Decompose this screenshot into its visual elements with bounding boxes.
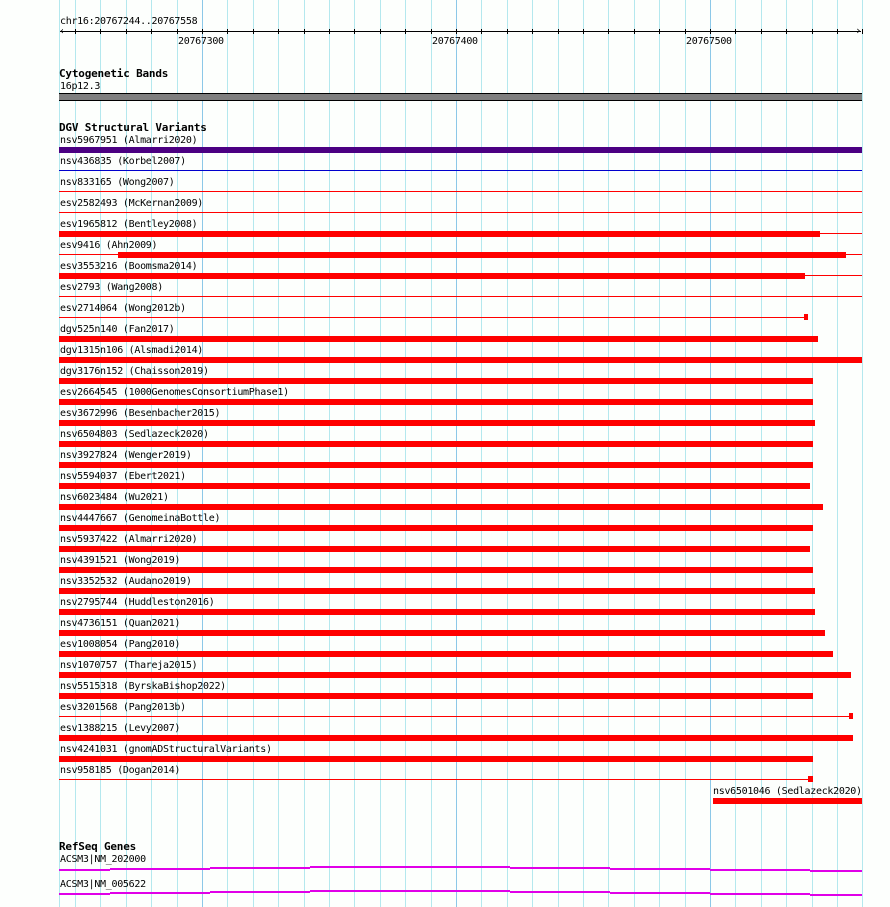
variant-label: nsv5967951 (Almarri2020) xyxy=(60,135,198,146)
gene-feature[interactable] xyxy=(810,870,862,872)
grid-line xyxy=(735,0,736,907)
gene-feature[interactable] xyxy=(610,892,710,894)
gene-feature[interactable] xyxy=(210,891,310,893)
variant-label: nsv1070757 (Thareja2015) xyxy=(60,660,198,671)
ruler-tick xyxy=(507,29,508,34)
variant-label: nsv436835 (Korbel2007) xyxy=(60,156,186,167)
variant-feature[interactable] xyxy=(59,399,813,405)
variant-label: dgv525n140 (Fan2017) xyxy=(60,324,175,335)
variant-feature[interactable] xyxy=(59,357,862,363)
variant-feature[interactable] xyxy=(808,776,813,782)
ruler-tick xyxy=(862,29,863,34)
gene-feature[interactable] xyxy=(610,868,710,870)
gene-feature[interactable] xyxy=(59,869,110,871)
ruler-tick xyxy=(481,29,482,34)
variant-span-line[interactable] xyxy=(59,170,862,171)
ruler-tick xyxy=(558,29,559,34)
ruler-major-label: 20767500 xyxy=(686,36,732,47)
ruler-tick xyxy=(634,29,635,34)
ruler-tick xyxy=(837,29,838,34)
variant-label: esv1388215 (Levy2007) xyxy=(60,723,181,734)
grid-line xyxy=(405,0,406,907)
variant-feature[interactable] xyxy=(804,314,808,320)
ruler-tick xyxy=(75,29,76,34)
variant-feature[interactable] xyxy=(59,651,833,657)
variant-feature[interactable] xyxy=(59,336,818,342)
grid-line-major xyxy=(456,0,457,907)
ruler-tick xyxy=(100,29,101,34)
grid-line xyxy=(862,0,863,907)
gene-feature[interactable] xyxy=(510,867,610,869)
variant-label: esv1965812 (Bentley2008) xyxy=(60,219,198,230)
ruler-tick xyxy=(354,29,355,34)
grid-line xyxy=(380,0,381,907)
grid-line xyxy=(786,0,787,907)
variant-label: nsv6023484 (Wu2021) xyxy=(60,492,169,503)
variant-feature[interactable] xyxy=(59,735,853,741)
gene-feature[interactable] xyxy=(710,893,810,895)
variant-feature[interactable] xyxy=(59,147,862,153)
ruler-tick xyxy=(405,29,406,34)
variant-label: nsv5515318 (ByrskaBishop2022) xyxy=(60,681,226,692)
ruler-tick xyxy=(227,29,228,34)
variant-label: dgv3176n152 (Chaisson2019) xyxy=(60,366,209,377)
variant-label: nsv5937422 (Almarri2020) xyxy=(60,534,198,545)
variant-span-line[interactable] xyxy=(59,212,862,213)
ruler-tick xyxy=(812,29,813,34)
ruler-axis xyxy=(60,31,861,32)
gene-feature[interactable] xyxy=(810,894,862,896)
ruler-tick xyxy=(253,29,254,34)
gene-feature[interactable] xyxy=(310,890,410,892)
grid-line xyxy=(659,0,660,907)
grid-line xyxy=(329,0,330,907)
variant-feature[interactable] xyxy=(59,588,815,594)
cytoband-16p12-3[interactable] xyxy=(59,93,862,101)
ruler-tick xyxy=(431,29,432,34)
ruler-tick xyxy=(786,29,787,34)
grid-line xyxy=(354,0,355,907)
variant-label: esv2582493 (McKernan2009) xyxy=(60,198,204,209)
ruler-tick xyxy=(126,29,127,34)
gene-label: ACSM3|NM_202000 xyxy=(60,854,146,865)
track-title: DGV Structural Variants xyxy=(59,121,207,134)
variant-feature[interactable] xyxy=(59,483,810,489)
variant-label: nsv958185 (Dogan2014) xyxy=(60,765,181,776)
grid-line xyxy=(685,0,686,907)
ruler-tick xyxy=(735,29,736,34)
gene-feature[interactable] xyxy=(110,892,210,894)
grid-line xyxy=(253,0,254,907)
grid-line xyxy=(227,0,228,907)
grid-line xyxy=(481,0,482,907)
variant-feature[interactable] xyxy=(59,756,813,762)
ruler-tick xyxy=(710,29,711,34)
ruler-tick xyxy=(329,29,330,34)
ruler-tick xyxy=(532,29,533,34)
variant-label: esv1008054 (Pang2010) xyxy=(60,639,181,650)
variant-label: nsv4736151 (Quan2021) xyxy=(60,618,181,629)
grid-line xyxy=(634,0,635,907)
variant-label: esv2793 (Wang2008) xyxy=(60,282,163,293)
variant-feature[interactable] xyxy=(59,672,851,678)
variant-feature[interactable] xyxy=(59,231,820,237)
variant-label: esv2664545 (1000GenomesConsortiumPhase1) xyxy=(60,387,289,398)
variant-feature[interactable] xyxy=(59,273,805,279)
grid-line xyxy=(532,0,533,907)
variant-label: nsv6504803 (Sedlazeck2020) xyxy=(60,429,209,440)
variant-span-line[interactable] xyxy=(59,296,862,297)
variant-label: nsv833165 (Wong2007) xyxy=(60,177,175,188)
ruler-tick xyxy=(304,29,305,34)
ruler-tick xyxy=(608,29,609,34)
gene-feature[interactable] xyxy=(710,869,810,871)
band-label: 16p12.3 xyxy=(60,81,101,92)
grid-line xyxy=(278,0,279,907)
track-title: RefSeq Genes xyxy=(59,840,137,853)
grid-line xyxy=(304,0,305,907)
variant-label: nsv5594037 (Ebert2021) xyxy=(60,471,186,482)
variant-span-line[interactable] xyxy=(59,779,808,780)
gene-feature[interactable] xyxy=(110,868,210,870)
variant-feature[interactable] xyxy=(59,693,813,699)
variant-feature[interactable] xyxy=(59,504,823,510)
grid-line-major xyxy=(202,0,203,907)
ruler-tick xyxy=(380,29,381,34)
variant-label: nsv6501046 (Sedlazeck2020) xyxy=(713,786,862,797)
ruler-left-arrow-icon[interactable]: ‹ xyxy=(59,26,66,37)
grid-line-major xyxy=(710,0,711,907)
variant-feature[interactable] xyxy=(59,462,813,468)
ruler-tick xyxy=(456,29,457,34)
variant-label: nsv4241031 (gnomADStructuralVariants) xyxy=(60,744,272,755)
variant-feature[interactable] xyxy=(849,713,853,719)
variant-feature[interactable] xyxy=(59,420,815,426)
ruler-right-arrow-icon[interactable]: › xyxy=(855,24,862,37)
gene-feature[interactable] xyxy=(210,867,310,869)
variant-label: nsv4447667 (GenomeinaBottle) xyxy=(60,513,221,524)
ruler-tick xyxy=(685,29,686,34)
variant-label: esv3672996 (Besenbacher2015) xyxy=(60,408,221,419)
gene-feature[interactable] xyxy=(510,891,610,893)
variant-label: esv9416 (Ahn2009) xyxy=(60,240,158,251)
ruler-tick xyxy=(659,29,660,34)
variant-span-line[interactable] xyxy=(59,317,804,318)
ruler-tick xyxy=(202,29,203,34)
grid-line xyxy=(837,0,838,907)
gene-feature[interactable] xyxy=(59,893,110,895)
variant-label: nsv4391521 (Wong2019) xyxy=(60,555,181,566)
variant-feature[interactable] xyxy=(59,609,815,615)
gene-label: ACSM3|NM_005622 xyxy=(60,879,146,890)
variant-label: dgv1315n106 (Alsmadi2014) xyxy=(60,345,204,356)
grid-line xyxy=(761,0,762,907)
grid-line xyxy=(507,0,508,907)
track-title: Cytogenetic Bands xyxy=(59,67,169,80)
location-label: chr16:20767244..20767558 xyxy=(60,16,198,27)
grid-line xyxy=(558,0,559,907)
ruler-tick xyxy=(278,29,279,34)
variant-label: nsv3352532 (Audano2019) xyxy=(60,576,192,587)
ruler-tick xyxy=(177,29,178,34)
variant-feature[interactable] xyxy=(713,798,862,804)
variant-feature[interactable] xyxy=(59,546,810,552)
ruler-major-label: 20767400 xyxy=(432,36,478,47)
variant-label: esv2714064 (Wong2012b) xyxy=(60,303,186,314)
variant-span-line[interactable] xyxy=(59,716,849,717)
variant-label: nsv3927824 (Wenger2019) xyxy=(60,450,192,461)
variant-label: nsv2795744 (Huddleston2016) xyxy=(60,597,215,608)
grid-line xyxy=(431,0,432,907)
gene-feature[interactable] xyxy=(410,866,510,868)
variant-feature[interactable] xyxy=(59,630,825,636)
variant-feature[interactable] xyxy=(59,441,813,447)
variant-span-line[interactable] xyxy=(59,191,862,192)
variant-label: esv3553216 (Boomsma2014) xyxy=(60,261,198,272)
ruler-tick xyxy=(761,29,762,34)
gene-feature[interactable] xyxy=(310,866,410,868)
grid-line xyxy=(583,0,584,907)
variant-feature[interactable] xyxy=(59,378,813,384)
gene-feature[interactable] xyxy=(410,890,510,892)
variant-label: esv3201568 (Pang2013b) xyxy=(60,702,186,713)
variant-feature[interactable] xyxy=(118,252,846,258)
grid-line xyxy=(608,0,609,907)
ruler-tick xyxy=(583,29,584,34)
variant-feature[interactable] xyxy=(59,567,813,573)
ruler-major-label: 20767300 xyxy=(178,36,224,47)
grid-line xyxy=(812,0,813,907)
ruler-tick xyxy=(151,29,152,34)
variant-feature[interactable] xyxy=(59,525,813,531)
